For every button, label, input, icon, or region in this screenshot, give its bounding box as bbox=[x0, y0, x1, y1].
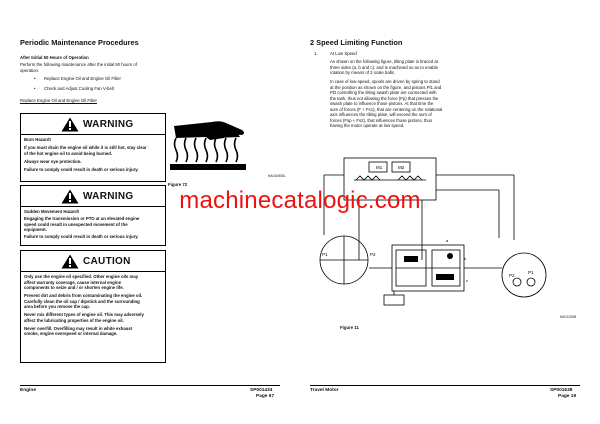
warning-triangle-icon bbox=[61, 117, 79, 132]
paragraph-line: sum of forces (F + Fs1), that are centering on the rotational bbox=[330, 106, 443, 112]
footer-code: SP001434 bbox=[250, 388, 273, 393]
label-p1-right: P1 bbox=[528, 270, 534, 275]
bullet-icon: • bbox=[34, 86, 36, 91]
footer-rule bbox=[310, 385, 580, 386]
paragraph-line: forces (Fsp + Fs2), that influences those pistons, thus bbox=[330, 117, 433, 123]
caution-line: area before you remove the cap. bbox=[24, 304, 90, 309]
body-text: operation. bbox=[20, 67, 40, 73]
label-p2-right: P2 bbox=[509, 273, 515, 278]
figure-label: Figure 11 bbox=[340, 325, 359, 330]
label-m2: M2 bbox=[398, 165, 405, 170]
footer-rule bbox=[20, 385, 280, 386]
paragraph-line: three sides (a, b and c), and is machined so as to enable bbox=[330, 64, 438, 70]
paragraph-line: the tank, thus not allowing the force (Fp) that presses the bbox=[330, 95, 439, 101]
warning-line: Sudden Movement Hazard! bbox=[24, 209, 80, 214]
warning-line: Always wear eye protection. bbox=[24, 159, 82, 164]
bullet-icon: • bbox=[34, 76, 36, 81]
caution-triangle-icon bbox=[61, 254, 79, 269]
item-number: 1. bbox=[314, 51, 318, 56]
watermark-text: machinecatalogic.com bbox=[179, 187, 421, 214]
footer-page: Page 19 bbox=[558, 394, 577, 399]
label-c: c bbox=[466, 278, 468, 283]
caution-line: smoke, engine overspeed or internal damage. bbox=[24, 331, 118, 336]
warning-line: equipment. bbox=[24, 227, 47, 232]
label-p2-left: P2 bbox=[370, 252, 376, 257]
section-heading: After Initial 50 Hours of Operation bbox=[20, 55, 89, 60]
bullet-item: Check and Adjust Cooling Fan V-belt bbox=[44, 86, 114, 91]
paragraph-line: In case of low-speed, spools are driven by spring to stand bbox=[330, 79, 440, 84]
warning-line: Burn Hazard! bbox=[24, 137, 51, 142]
warning-label: WARNING bbox=[83, 119, 134, 130]
warning-header bbox=[21, 114, 165, 135]
body-text: Perform the following maintenance after the initial 50 hours of bbox=[20, 62, 137, 67]
page-title: 2 Speed Limiting Function bbox=[310, 38, 403, 47]
travel-motor-schematic bbox=[314, 150, 564, 318]
footer-section: Engine bbox=[20, 388, 36, 393]
paragraph-line: at the position as shown on the figure, and pistons Pl1 and bbox=[330, 84, 442, 90]
caution-line: Carefully clean the oil cap / dipstick and the surrounding bbox=[24, 298, 140, 304]
caution-box bbox=[20, 250, 166, 363]
warning-box-burn bbox=[20, 113, 166, 182]
caution-line: Only use the engine oil specified. Other engine oils may bbox=[24, 274, 139, 279]
caution-line: Never mix different types of engine oil. This may adversely bbox=[24, 312, 144, 317]
caution-line: affect warranty coverage, cause internal engine bbox=[24, 279, 121, 285]
paragraph-line: swash plate to influence those pistons. At that time the bbox=[330, 101, 434, 106]
warning-line: of the hot engine oil to avoid being burned. bbox=[24, 150, 113, 156]
bullet-item: Replace Engine Oil and Engine Oil Filter bbox=[44, 76, 121, 81]
label-p1-left: P1 bbox=[322, 252, 328, 257]
warning-line: speed could result in unexpected movement of the bbox=[24, 221, 128, 227]
warning-line: If you must drain the engine oil while it is still hot, stay clear bbox=[24, 145, 147, 150]
caution-label: CAUTION bbox=[83, 256, 131, 267]
section-link[interactable]: Replace Engine Oil and Engine Oil Filter bbox=[20, 98, 97, 103]
label-m1: M1 bbox=[376, 165, 383, 170]
paragraph-line: As shown on the following figure, tilting plate is braced at bbox=[330, 59, 438, 64]
figure-code: HAOC0505 bbox=[560, 315, 577, 319]
footer-code: SP001638 bbox=[550, 388, 573, 393]
footer-section: Travel Motor bbox=[310, 388, 339, 393]
paragraph-line: Pl2 controlling the tilting swash plate are connected with bbox=[330, 90, 437, 95]
caution-line: affect the lubricating properties of the engine oil. bbox=[24, 317, 124, 323]
footer-page: Page 67 bbox=[256, 394, 275, 399]
label-a: a bbox=[446, 238, 449, 243]
warning-line: Failure to comply could result in death or serious injury. bbox=[24, 234, 139, 239]
caution-line: Prevent dirt and debris from contaminating the engine oil. bbox=[24, 293, 143, 298]
caution-line: Never overfill. Overfilling may result in white exhaust bbox=[24, 325, 133, 331]
figure-code: HAOA4920L bbox=[268, 174, 286, 178]
figure-label: Figure 72 bbox=[168, 182, 188, 187]
warning-line: Engaging the transmission or PTO at an elevated engine bbox=[24, 216, 140, 221]
label-b: b bbox=[464, 256, 467, 261]
caution-header bbox=[21, 251, 165, 272]
caution-line: components to seize and / or shorten engine life. bbox=[24, 285, 124, 290]
paragraph-line: having the motor operate at low speed. bbox=[330, 123, 405, 128]
paragraph-line: axis influences the tilting plate, will exceed the sum of bbox=[330, 112, 432, 117]
item-title: At Low Speed bbox=[330, 51, 357, 56]
warning-line: Failure to comply could result in death or serious injury. bbox=[24, 167, 139, 172]
paragraph-line: rotation by means of 2 scale balls. bbox=[330, 70, 395, 75]
warning-label: WARNING bbox=[83, 191, 134, 202]
page-title: Periodic Maintenance Procedures bbox=[20, 38, 139, 47]
